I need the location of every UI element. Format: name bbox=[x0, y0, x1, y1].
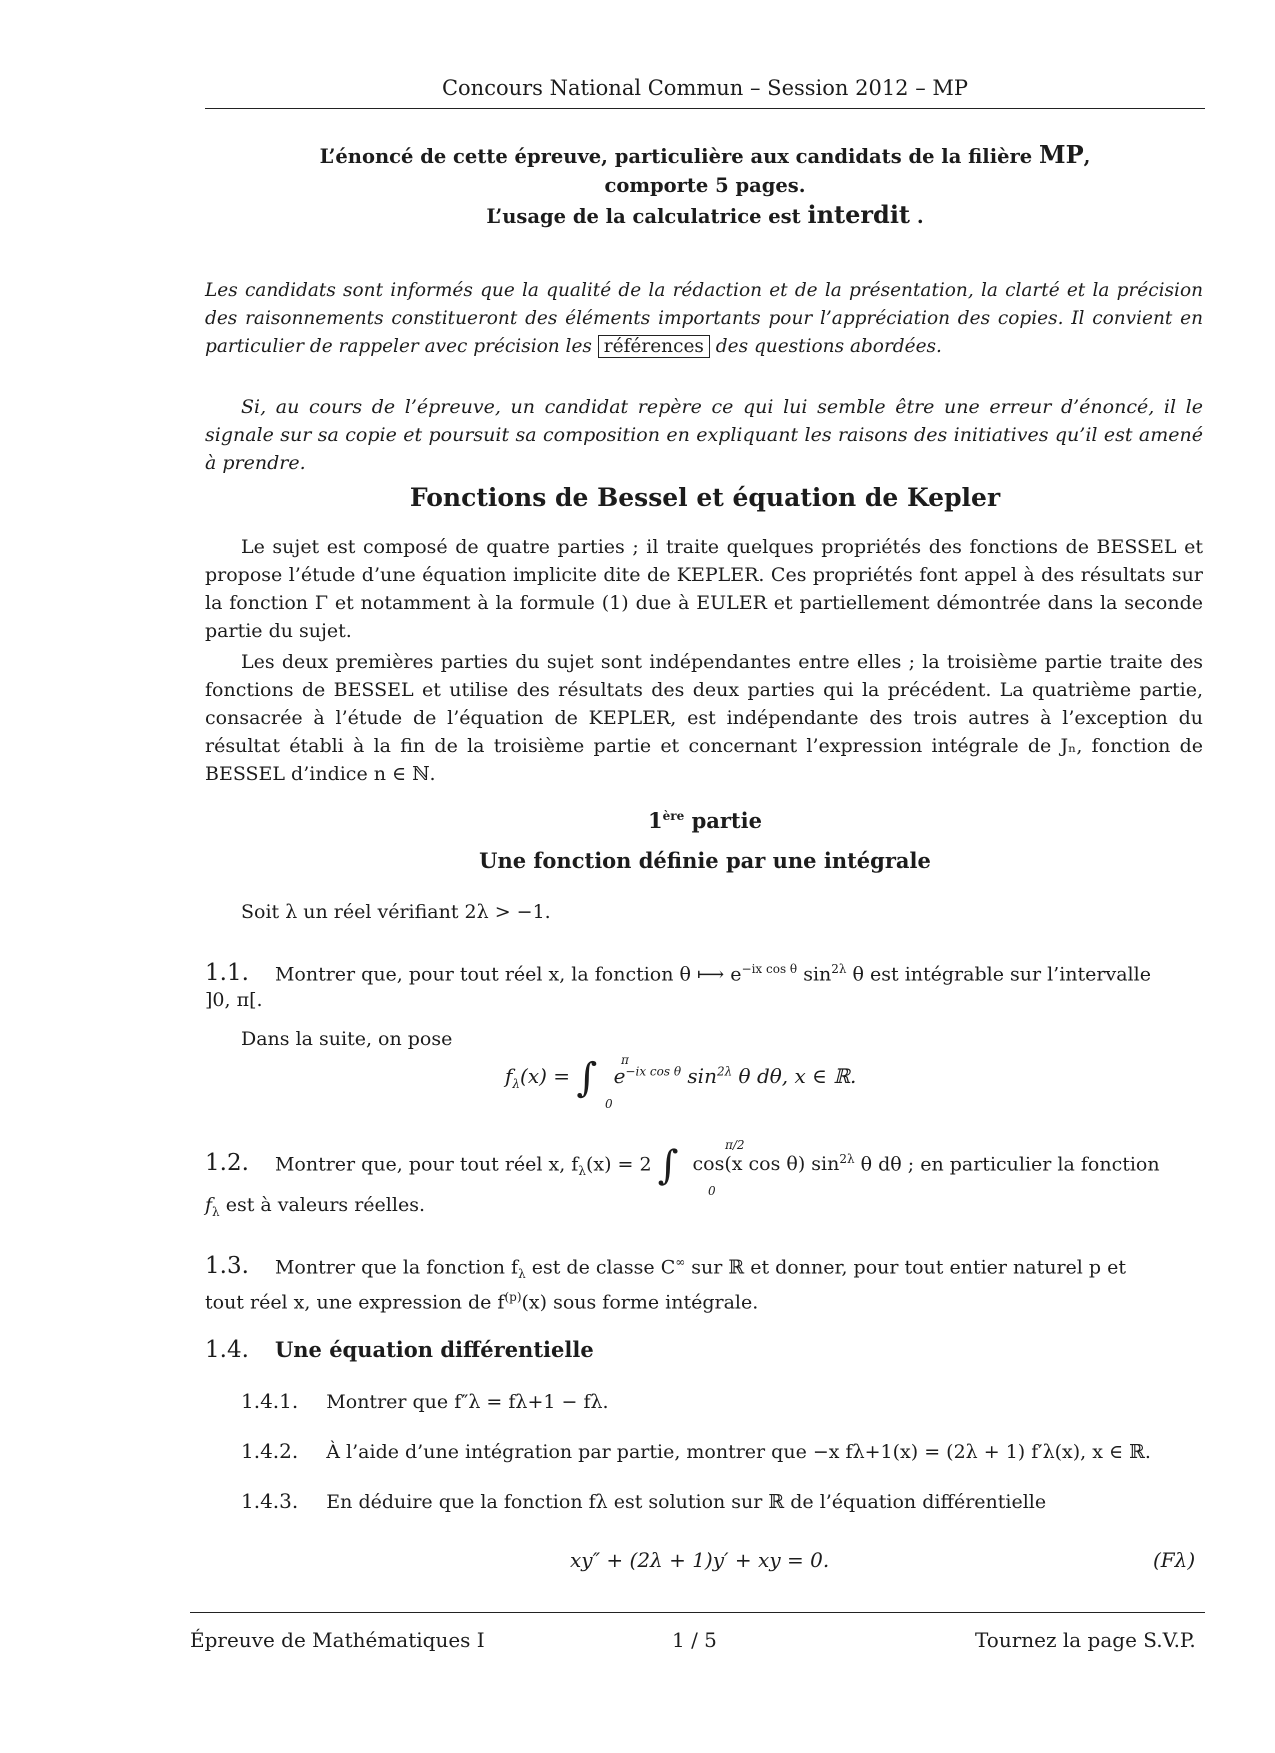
question-number: 1.3. bbox=[205, 1253, 249, 1280]
presentation-paragraph-2: Les deux premières parties du sujet sont indépendantes entre elles ; la troisième partie traite des fonctions de BESSEL et utilise des résultats des deux parties qui la précédent. La quatrième partie, consacrée à l’étude de l’équation de KEPLER, est indépendante des trois autres à l’exception du résultat établi à la fin de la troisième partie et concernant l’expression intégrale de Jₙ, fonction de BESSEL d’indice n ∈ ℕ. bbox=[205, 651, 1203, 785]
question-number: 1.2. bbox=[205, 1150, 249, 1177]
question-1-4-2: 1.4.2. À l’aide d’une intégration par partie, montrer que −x fλ+1(x) = (2λ + 1) f′λ(x), x ∈ ℝ. bbox=[241, 1439, 1151, 1463]
equation-F-lambda: xy″ + (2λ + 1)y′ + xy = 0. bbox=[570, 1548, 830, 1572]
exam-title: Fonctions de Bessel et équation de Kepler bbox=[409, 483, 1001, 512]
dans-la-suite: Dans la suite, on pose bbox=[241, 1028, 453, 1050]
footer-rule bbox=[190, 1612, 1205, 1613]
integral-sign: ∫ bbox=[576, 1055, 598, 1101]
question-number: 1.4. bbox=[205, 1337, 249, 1363]
part-heading: 1ère partie bbox=[648, 808, 762, 833]
header-rule bbox=[205, 108, 1205, 109]
soit-line: Soit λ un réel vérifiant 2λ > −1. bbox=[241, 901, 551, 923]
question-1-2: 1.2. Montrer que, pour tout réel x, $f_\lambda(x) = 2$ ∫ π/2 0 cos(x cos θ) $\sin^{2\lambda} \theta$ dθ ; en particulier la fonction bbox=[205, 1145, 1215, 1185]
question-1-3-line-2: tout réel x, une expression de $f^{(p)}(x)$ sous forme intégrale. bbox=[205, 1290, 759, 1314]
part-subtitle: Une fonction définie par une intégrale bbox=[479, 848, 931, 873]
interdit-word: interdit bbox=[807, 200, 911, 229]
question-number: 1.4.1. bbox=[241, 1389, 299, 1413]
question-1-4 bbox=[205, 1336, 594, 1365]
question-number: 1.4.3. bbox=[241, 1489, 299, 1513]
instruction-paragraph-2: Si, au cours de l’épreuve, un candidat repère ce qui lui semble être une erreur d’énoncé, il le signale sur sa copie et poursuit sa composition en expliquant les raisons des initiatives qu’il est amené à prendre. bbox=[205, 396, 1203, 474]
integral-upper: π/2 bbox=[725, 1138, 745, 1152]
integral-upper: π bbox=[621, 1053, 629, 1067]
intro-line-3: L’usage de la calculatrice est interdit . bbox=[486, 200, 924, 229]
page-header: Concours National Commun – Session 2012 – MP bbox=[441, 76, 969, 100]
question-1-4-3: 1.4.3. En déduire que la fonction fλ est solution sur ℝ de l’équation différentielle bbox=[241, 1489, 1047, 1513]
instruction-paragraph-1: Les candidats sont informés que la qualité de la rédaction et de la présentation, la clarté et la précision des raisonnements constitueront des éléments importants pour l’appréciation des copies. Il convient en particulier de rappeler avec précision les références des questions abordées. bbox=[205, 280, 1203, 357]
equation-tag: (Fλ) bbox=[1153, 1548, 1196, 1572]
integral-lower: 0 bbox=[605, 1097, 613, 1111]
integral-sign: ∫ bbox=[657, 1142, 679, 1189]
question-1-4-1: 1.4.1. Montrer que f″λ = fλ+1 − fλ. bbox=[241, 1389, 609, 1413]
page-number: 1 / 5 bbox=[672, 1628, 717, 1652]
footer-right: Tournez la page S.V.P. bbox=[975, 1628, 1196, 1652]
question-1-2-line-2: $f_\lambda$ est à valeurs réelles. bbox=[205, 1194, 425, 1219]
definition-f-lambda: $f_\lambda(x)$ = ∫ π 0 $e^{-ix cos \theta}$ $\sin^{2\lambda} \theta$ dθ, x ∈ ℝ. bbox=[505, 1053, 857, 1111]
presentation-paragraph-1: Le sujet est composé de quatre parties ; il traite quelques propriétés des fonctions de BESSEL et propose l’étude d’une équation implicite dite de KEPLER. Ces propriétés font appel à des résultats sur la fonction Γ et notamment à la formule (1) due à EULER et partiellement démontrée dans la seconde partie du sujet. bbox=[205, 536, 1203, 642]
question-1-1-line-2: ]0, π[. bbox=[205, 989, 263, 1011]
references-box: références bbox=[598, 335, 710, 358]
footer-left: Épreuve de Mathématiques I bbox=[190, 1628, 485, 1652]
section-title: Une équation différentielle bbox=[274, 1337, 594, 1362]
question-1-1: 1.1. Montrer que, pour tout réel x, la fonction θ ⟼ $e^{-ix cos \theta}$ $\sin^{2\lambda} \theta$ est intégrable sur l’intervalle bbox=[205, 960, 1151, 987]
intro-block bbox=[205, 140, 1205, 231]
intro-line-1: L’énoncé de cette épreuve, particulière aux candidats de la filière MP, bbox=[319, 140, 1091, 169]
question-number: 1.1. bbox=[205, 960, 249, 987]
intro-line-2: comporte 5 pages. bbox=[604, 174, 806, 197]
question-number: 1.4.2. bbox=[241, 1439, 299, 1463]
filiere-name: MP bbox=[1039, 140, 1084, 169]
question-1-3: 1.3. Montrer que la fonction $f_\lambda$ est de classe C∞ sur ℝ et donner, pour tout entier naturel p et bbox=[205, 1253, 1126, 1282]
integral-lower: 0 bbox=[708, 1184, 716, 1198]
